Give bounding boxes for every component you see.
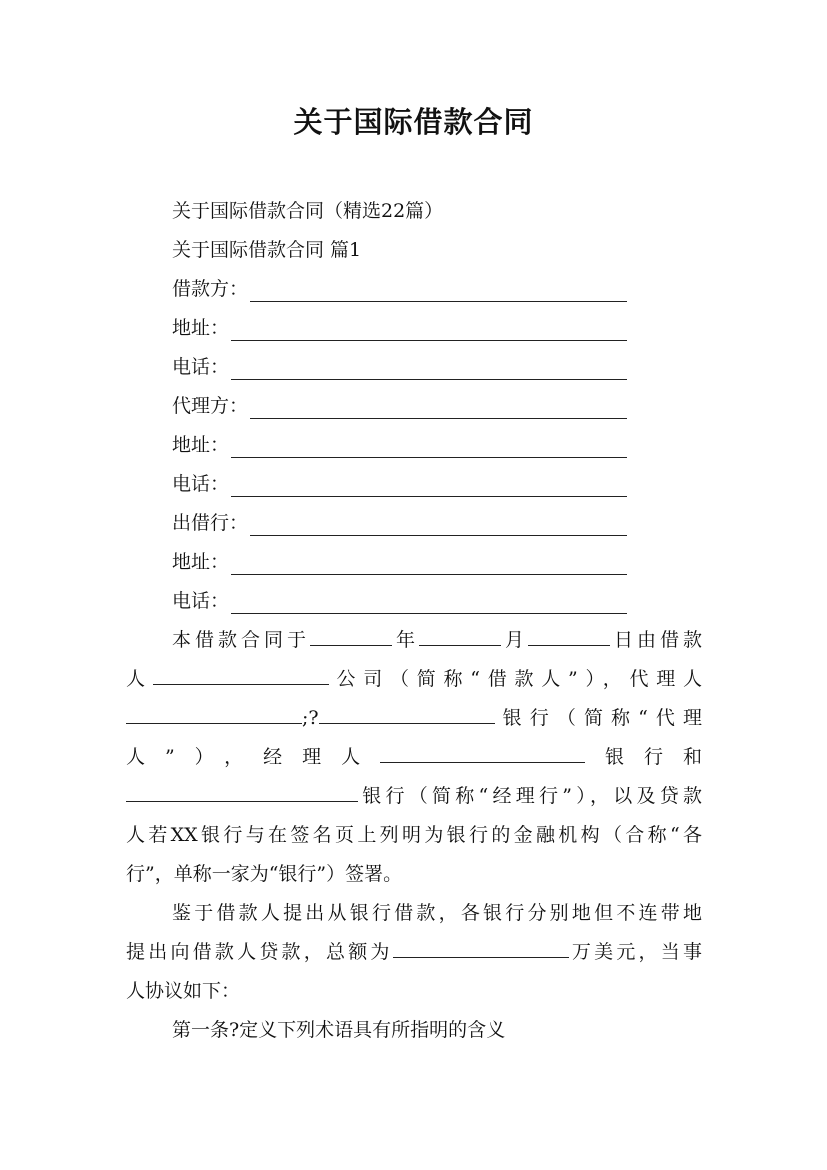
text-run: 日由借款 — [609, 629, 702, 651]
text-run: 银行（简称“经理行”），以及贷款 — [358, 785, 702, 807]
field-label: 代理方： — [172, 395, 249, 417]
text-run: 人 — [126, 668, 153, 690]
field-label: 地址： — [172, 434, 230, 456]
field-lender-address — [172, 549, 627, 575]
paragraph-line — [126, 666, 702, 705]
blank-line — [231, 359, 627, 380]
paragraph-line — [126, 705, 702, 744]
field-agent-phone — [172, 471, 627, 497]
text-run: 提出向借款人贷款，总额为 — [126, 941, 393, 963]
field-agent — [172, 393, 627, 419]
blank-line — [153, 666, 329, 685]
blank-line — [528, 627, 610, 646]
section-heading: 关于国际借款合同 篇1 — [172, 239, 362, 261]
paragraph-line: 行”，单称一家为“银行”）签署。 — [126, 863, 403, 885]
paragraph-line — [126, 939, 702, 978]
text-run: 银行和 — [585, 746, 702, 768]
blank-line — [231, 593, 627, 614]
blank-line — [250, 515, 627, 536]
blank-line — [126, 783, 358, 802]
blank-line — [231, 554, 627, 575]
paragraph-line — [126, 783, 702, 822]
blank-line — [319, 705, 495, 724]
field-agent-address — [172, 432, 627, 458]
article-1-heading: 第一条?定义下列术语具有所指明的含义 — [172, 1019, 506, 1041]
field-label: 地址： — [172, 317, 230, 339]
field-lender — [172, 510, 627, 536]
blank-line — [250, 398, 627, 419]
blank-line — [231, 320, 627, 341]
field-label: 电话： — [172, 590, 230, 612]
text-run: 万美元，当事 — [568, 941, 702, 963]
field-label: 地址： — [172, 551, 230, 573]
blank-line — [310, 627, 392, 646]
paragraph-line: 鉴于借款人提出从银行借款，各银行分别地但不连带地 — [172, 902, 702, 924]
field-borrower-phone — [172, 354, 627, 380]
field-lender-phone — [172, 588, 627, 614]
blank-line — [250, 281, 627, 302]
field-label: 电话： — [172, 356, 230, 378]
field-label: 出借行： — [172, 512, 249, 534]
paragraph-line — [126, 744, 702, 783]
text-run: 人”），经理人 — [126, 746, 381, 768]
document-subtitle: 关于国际借款合同（精选22篇） — [172, 200, 444, 222]
paragraph-line: 人协议如下： — [126, 980, 241, 1002]
text-run: 年 — [391, 629, 419, 651]
text-run: 本借款合同于 — [172, 629, 310, 651]
document-title: 关于国际借款合同 — [293, 105, 534, 139]
field-borrower — [172, 276, 627, 302]
blank-line — [126, 705, 302, 724]
field-label: 电话： — [172, 473, 230, 495]
text-run: 公司（简称“借款人”），代理人 — [328, 668, 702, 690]
text-run: 银行（简称“代理 — [494, 707, 702, 729]
blank-line — [231, 437, 627, 458]
text-run: 月 — [500, 629, 528, 651]
blank-line — [393, 939, 569, 958]
blank-line — [419, 627, 501, 646]
paragraph-line: 人若XX银行与在签名页上列明为银行的金融机构（合称“各 — [126, 824, 702, 846]
paragraph-parties — [126, 627, 702, 900]
field-label: 借款方： — [172, 278, 249, 300]
field-borrower-address — [172, 315, 627, 341]
blank-line — [231, 476, 627, 497]
paragraph-line — [126, 627, 702, 666]
text-run: ;? — [302, 707, 319, 729]
blank-line — [380, 744, 585, 763]
paragraph-whereas — [126, 900, 702, 1017]
